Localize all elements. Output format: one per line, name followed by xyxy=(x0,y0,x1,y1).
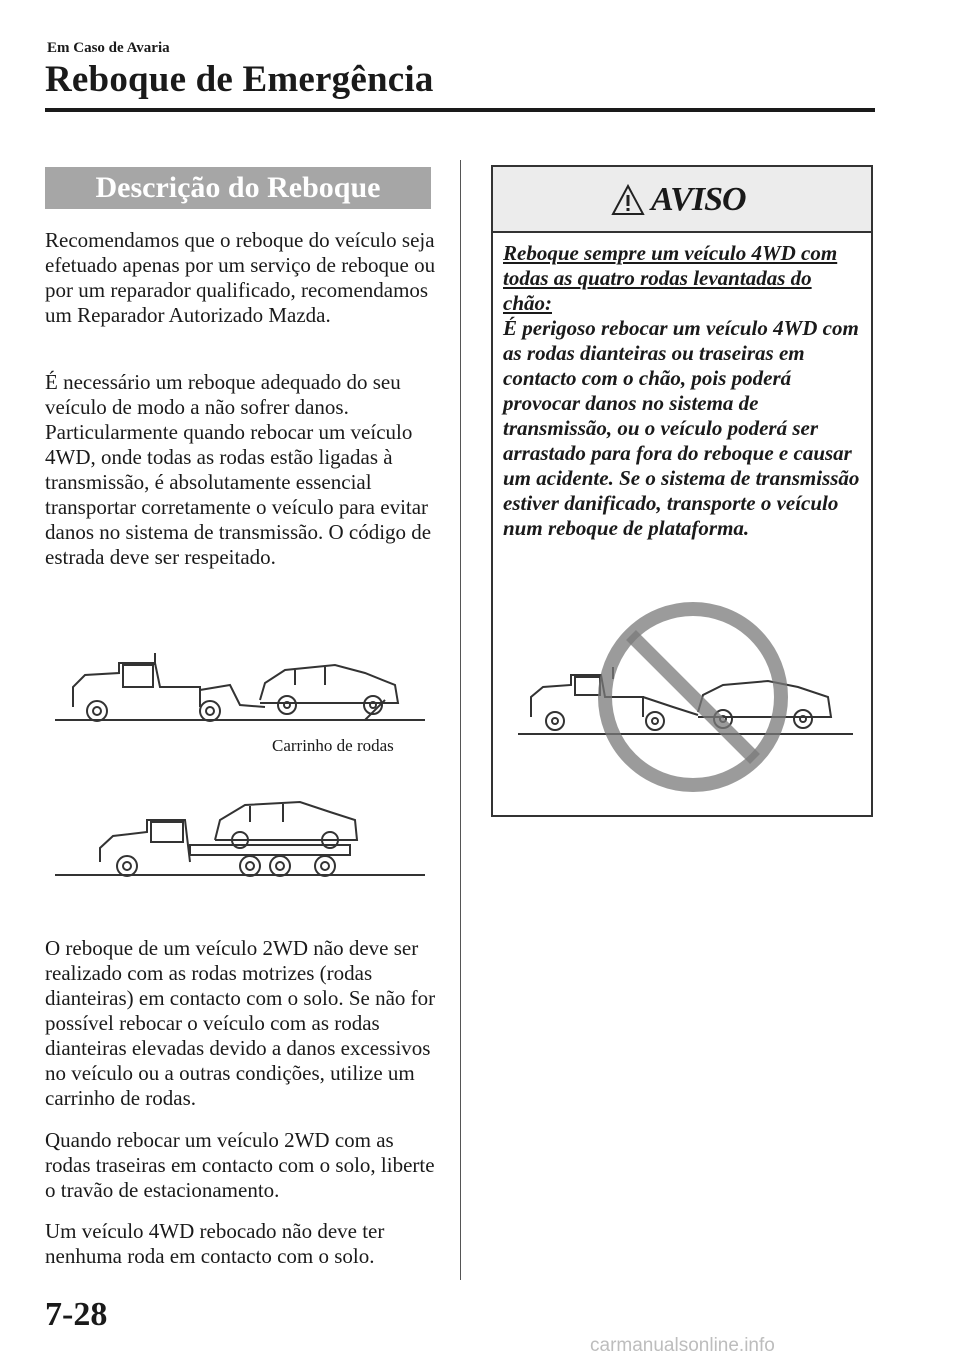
paragraph-text: Quando rebocar um veículo 2WD com as rodas traseiras em contacto com o solo, liberte o travão de estacionamento. xyxy=(45,1128,435,1202)
paragraph-text: Recomendamos que o reboque do veículo seja efetuado apenas por um serviço de reboque ou por um reparador qualificado, recomendamos um Reparador Autorizado Mazda. xyxy=(45,228,436,327)
paragraph-text: É necessário um reboque adequado do seu veículo de modo a não sofrer danos. Particularmente quando rebocar um veículo 4WD, onde todas as rodas estão ligadas à transmissão, é absolutamente essencial transportar corretamente o veículo para evitar danos no sistema de transmissão. O código de estrada deve ser respeitado. xyxy=(45,370,432,569)
warning-lead: Reboque sempre um veículo 4WD com todas as quatro rodas levantadas do chão: xyxy=(503,241,838,315)
subsection-heading: Descrição do Reboque xyxy=(45,167,431,209)
prohibited-tow-illustration xyxy=(513,597,853,797)
paragraph-recommendation xyxy=(45,228,440,328)
column-divider xyxy=(460,160,461,1280)
watermark-text: carmanualsonline.info xyxy=(590,1335,775,1356)
title-rule xyxy=(45,108,875,112)
paragraph-4wd xyxy=(45,1219,440,1269)
warning-text: É perigoso rebocar um veículo 4WD com as rodas dianteiras ou traseiras em contacto com o chão, pois poderá provocar danos no sistema de transmissão, ou o veículo poderá ser arrastado para fora do reboque e causar um acidente. Se o sistema de transmissão estiver danificado, transporte o veículo num reboque de plataforma. xyxy=(503,316,860,540)
warning-triangle-icon xyxy=(611,184,645,216)
warning-body xyxy=(503,241,865,541)
warning-label: AVISO xyxy=(651,181,746,218)
warning-box xyxy=(491,165,873,817)
figure-caption: Carrinho de rodas xyxy=(272,736,394,755)
page-number: 7-28 xyxy=(45,1296,108,1333)
paragraph-2wd-front xyxy=(45,936,440,1111)
warning-header xyxy=(493,167,871,233)
paragraph-text: O reboque de um veículo 2WD não deve ser realizado com as rodas motrizes (rodas dianteiras) em contacto com o solo. Se não for possível rebocar o veículo com as rodas dianteiras elevadas devido a danos excessivos no veículo ou a outras condições, utilize um carrinho de rodas. xyxy=(45,936,436,1110)
section-label: Em Caso de Avaria xyxy=(47,40,170,56)
flatbed-tow-illustration xyxy=(55,790,435,885)
paragraph-proper-towing xyxy=(45,370,440,570)
page-title: Reboque de Emergência xyxy=(45,59,434,100)
paragraph-text: Um veículo 4WD rebocado não deve ter nenhuma roda em contacto com o solo. xyxy=(45,1219,385,1268)
paragraph-2wd-rear xyxy=(45,1128,440,1203)
tow-truck-dolly-illustration xyxy=(55,645,435,730)
